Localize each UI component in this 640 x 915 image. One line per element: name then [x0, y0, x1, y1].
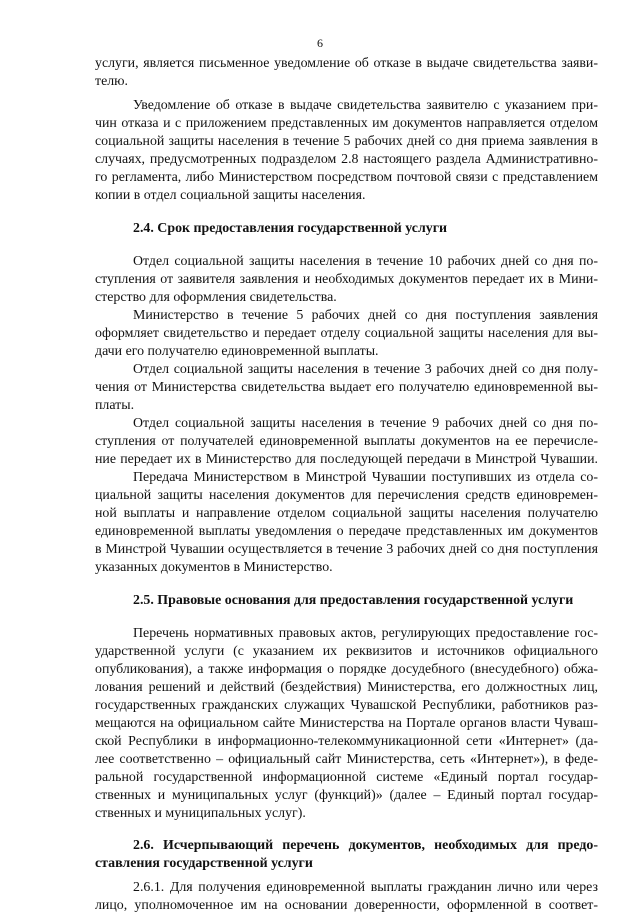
- paragraph-line: ральной государственной информационной системе «Единый портал государ-: [95, 770, 598, 785]
- section-heading-2-4: 2.4. Срок предоставления государственной услуги: [133, 221, 448, 236]
- paragraph-line: телю.: [95, 74, 129, 89]
- section-heading-2-6-continuation: ставления государственной услуги: [95, 856, 313, 871]
- paragraph-line: ной выплаты и направление отделом социальной защиты населения получателю: [95, 506, 598, 521]
- paragraph-line: ударственной услуги (с указанием их реквизитов и источников официального: [95, 644, 598, 659]
- page-number: 6: [317, 36, 323, 50]
- paragraph-line: лее соответственно – официальный сайт Министерства, сеть «Интернет»), в феде-: [95, 752, 598, 767]
- paragraph-line: ступления от получателей единовременной выплаты документов на ее перечисле-: [95, 434, 598, 449]
- paragraph-line: дачи его получателю единовременной выплаты.: [95, 344, 379, 359]
- paragraph-line: Передача Министерством в Минстрой Чувашии поступивших из отдела со-: [133, 470, 598, 485]
- paragraph-line: платы.: [95, 398, 135, 413]
- paragraph-line: го регламента, либо Министерством посредством почтовой связи с представлением: [95, 170, 598, 185]
- paragraph-line: Министерство в течение 5 рабочих дней со дня поступления заявления: [133, 308, 598, 323]
- paragraph-line: ственных и муниципальных услуг).: [95, 806, 306, 821]
- paragraph-line: Отдел социальной защиты населения в течение 10 рабочих дней со дня по-: [133, 254, 598, 269]
- paragraph-line: стерство для оформления свидетельства.: [95, 290, 337, 305]
- paragraph-line: ступления от заявителя заявления и необходимых документов передает их в Мини-: [95, 272, 598, 287]
- paragraph-line: копии в отдел социальной защиты населения.: [95, 188, 366, 203]
- paragraph-line: оформляет свидетельство и передает отделу социальной защиты населения для вы-: [95, 326, 598, 341]
- paragraph-line: опубликования), а также информация о порядке досудебного (внесудебного) обжа-: [95, 662, 598, 677]
- paragraph-line: Отдел социальной защиты населения в течение 9 рабочих дней со дня по-: [133, 416, 598, 431]
- paragraph-line: 2.6.1. Для получения единовременной выплаты гражданин лично или через: [133, 880, 598, 895]
- paragraph-line: ской Республики в информационно-телекоммуникационной сети «Интернет» (да-: [95, 734, 598, 749]
- paragraph-line: социальной защиты населения в течение 5 рабочих дней со дня приема заявления в: [95, 134, 598, 149]
- paragraph-line: чин отказа и с приложением представленных им документов направляется отделом: [95, 116, 598, 131]
- section-heading-2-6: 2.6. Исчерпывающий перечень документов, необходимых для предо-: [133, 838, 598, 853]
- paragraph-line: чения от Министерства свидетельства выдает его получателю единовременной вы-: [95, 380, 598, 395]
- paragraph-line: ственных и муниципальных услуг (функций)» (далее – Единый портал государ-: [95, 788, 598, 803]
- paragraph-line: в Минстрой Чувашии осуществляется в течение 3 рабочих дней со дня поступления: [95, 542, 598, 557]
- paragraph-line: Отдел социальной защиты населения в течение 3 рабочих дней со дня полу-: [133, 362, 598, 377]
- paragraph-line: государственных гражданских служащих Чувашской Республики, работников раз-: [95, 698, 598, 713]
- paragraph-line: ние передает их в Министерство для последующей передачи в Минстрой Чувашии.: [95, 452, 598, 467]
- paragraph-line: мещаются на официальном сайте Министерства на Портале органов власти Чуваш-: [95, 716, 598, 731]
- section-heading-2-5: 2.5. Правовые основания для предоставления государственной услуги: [133, 593, 574, 608]
- paragraph-line: Перечень нормативных правовых актов, регулирующих предоставление гос-: [133, 626, 598, 641]
- paragraph-line: указанных документов в Министерство.: [95, 560, 333, 575]
- paragraph-line: единовременной выплаты уведомления о передаче представленных им документов: [95, 524, 598, 539]
- paragraph-line: лицо, уполномоченное им на основании доверенности, оформленной в соответ-: [95, 898, 598, 913]
- paragraph-line: Уведомление об отказе в выдаче свидетельства заявителю с указанием при-: [133, 98, 598, 113]
- paragraph-line: лования решений и действий (бездействия) Министерства, его должностных лиц,: [95, 680, 598, 695]
- paragraph-line: услуги, является письменное уведомление об отказе в выдаче свидетельства заяви-: [95, 56, 598, 71]
- paragraph-line: случаях, предусмотренных подразделом 2.8 настоящего раздела Административно-: [95, 152, 598, 167]
- paragraph-line: циальной защиты населения документов для перечисления средств единовремен-: [95, 488, 598, 503]
